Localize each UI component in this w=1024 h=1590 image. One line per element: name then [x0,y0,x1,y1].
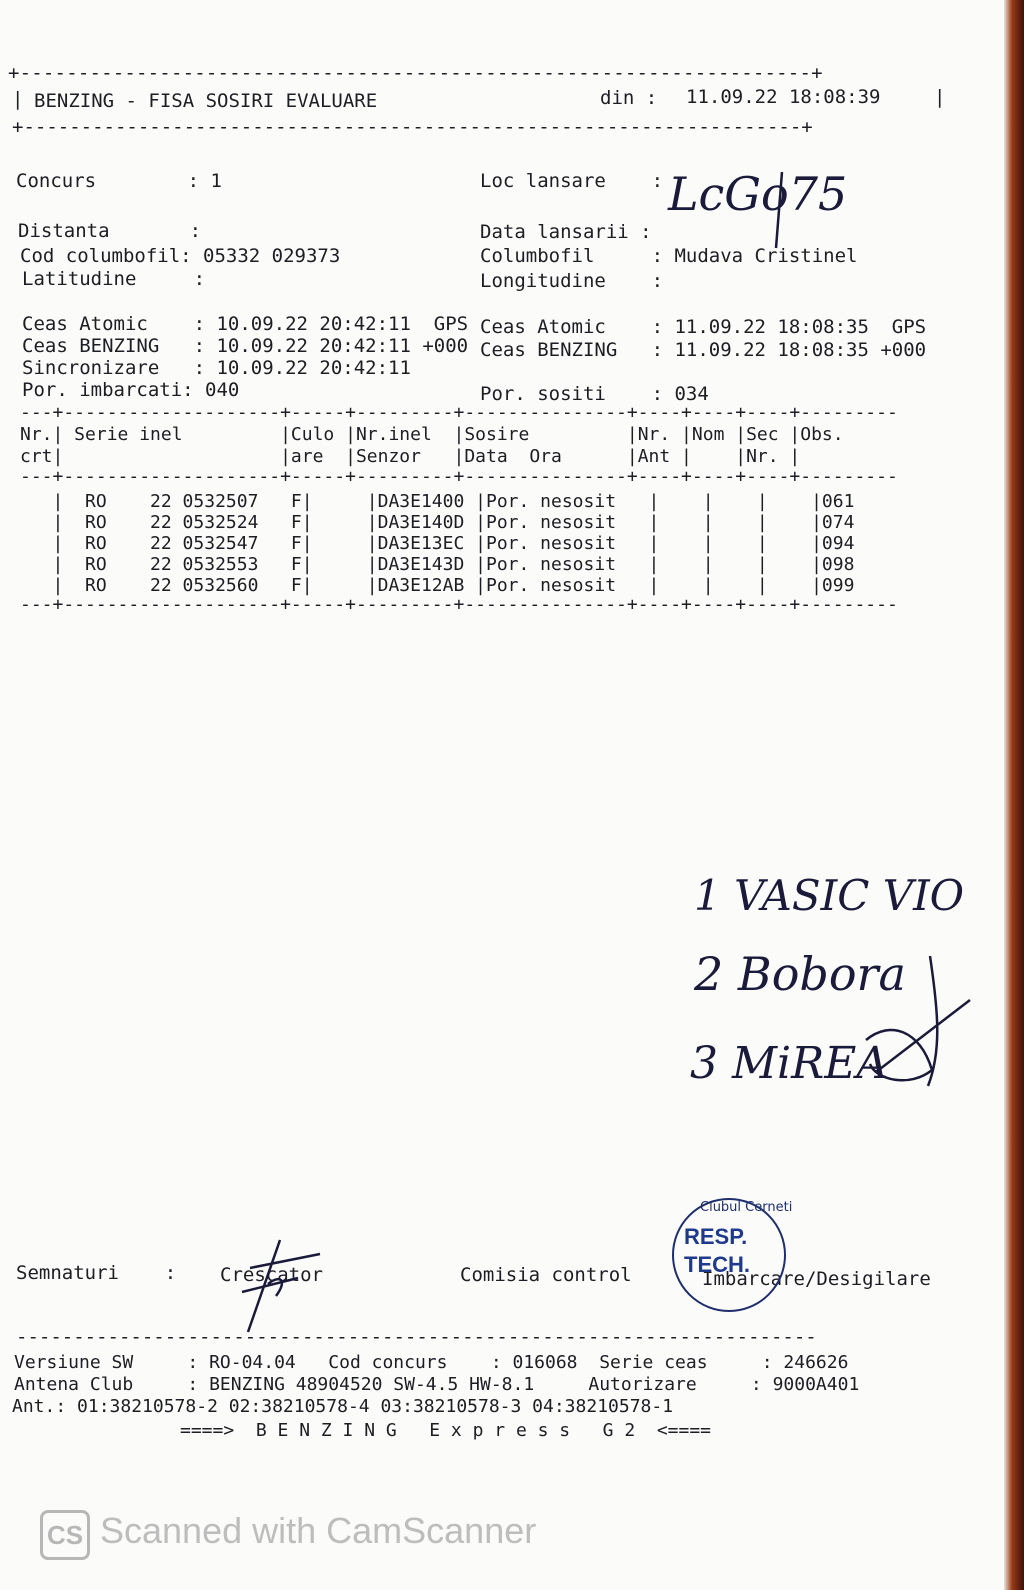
field-por-sositi: Por. sositi : 034 [480,383,709,405]
table-rule-top: ---+--------------------+-----+---------+---------------+----+----+----+--------- [20,402,898,423]
footer-line-benzing-express: ====> B E N Z I N G E x p r e s s G 2 <==== [180,1420,712,1441]
crescator-signature-scribble [228,1234,328,1334]
field-loc-lansare: Loc lansare : [480,170,664,192]
stamp-arc-text: Clubul Cerneti [700,1200,793,1215]
table-rule-bottom: ---+--------------------+-----+---------+---------------+----+----+----+--------- [20,594,898,615]
date-label: din : [600,87,658,109]
handwritten-loc-text: LcGo75 [668,167,848,221]
table-row: | RO 22 0532524 F| |DA3E140D |Por. nesosit | | | |074 [20,512,855,533]
signature-comisia: Comisia control [460,1264,632,1286]
field-columbofil: Columbofil : Mudava Cristinel [480,245,858,267]
handwritten-name-3: 3 MiREA [690,1038,889,1089]
field-longitudine: Longitudine : [480,270,664,292]
table-rule-mid: ---+--------------------+-----+---------+---------------+----+----+----+--------- [20,466,898,487]
field-sincronizare: Sincronizare : 10.09.22 20:42:11 [22,357,411,379]
signature-imbarcare: Imbarcare/Desigilare [702,1268,931,1290]
field-ceas-benzing-start: Ceas BENZING : 10.09.22 20:42:11 +000 [22,335,469,357]
stamp-line2: TECH. [684,1252,750,1277]
header-border-bottom: +--------------------------------------------------------------------+ [12,116,813,138]
date-value: 11.09.22 18:08:39 [686,86,881,108]
camscanner-watermark: Scanned with CamScanner [100,1510,537,1551]
table-row: | RO 22 0532553 F| |DA3E143D |Por. nesosit | | | |098 [20,554,855,575]
header-right-bar: | [934,86,946,108]
header-border-top: +--------------------------------------------------------------------+ [8,62,823,84]
camscanner-logo-icon: CS [40,1510,90,1560]
signatures-label: Semnaturi : [16,1262,177,1284]
field-ceas-benzing-end: Ceas BENZING : 11.09.22 18:08:35 +000 [480,339,927,361]
signature-crescator: Crescator [220,1264,323,1286]
handwritten-name-1: 1 VASIC VIO [694,871,965,920]
field-por-imbarcati: Por. imbarcati: 040 [22,379,240,401]
field-concurs: Concurs : 1 [16,170,222,192]
field-latitudine: Latitudine : [22,268,206,290]
background-surface [1004,0,1024,1590]
stamp-line1: RESP. [684,1224,748,1249]
document-title: BENZING - FISA SOSIRI EVALUARE [34,90,378,112]
table-header-line1: Nr.| Serie inel |Culo |Nr.inel |Sosire |Nr. |Nom |Sec |Obs. [20,424,844,445]
footer-line-ant: Ant.: 01:38210578-2 02:38210578-4 03:38210578-3 04:38210578-1 [12,1396,674,1417]
field-ceas-atomic-start: Ceas Atomic : 10.09.22 20:42:11 GPS [22,313,469,335]
handwritten-loc-lansare [664,160,884,250]
table-row: | RO 22 0532547 F| |DA3E13EC |Por. nesosit | | | |094 [20,533,855,554]
handwritten-names [680,840,1000,1110]
header-left-bar: | [12,88,24,110]
handwritten-name-2: 2 Bobora [694,947,906,1001]
table-row: | RO 22 0532560 F| |DA3E12AB |Por. nesosit | | | |099 [20,575,855,596]
field-distanta: Distanta : [18,220,202,242]
footer-rule: ---------------------------------------------------------------------- [16,1326,817,1348]
footer-line-versiune: Versiune SW : RO-04.04 Cod concurs : 016068 Serie ceas : 246626 [14,1352,849,1373]
field-data-lansarii: Data lansarii : [480,221,652,243]
field-ceas-atomic-end: Ceas Atomic : 11.09.22 18:08:35 GPS [480,316,927,338]
field-cod-columbofil: Cod columbofil: 05332 029373 [20,245,341,267]
table-header-line2: crt| |are |Senzor |Data Ora |Ant | |Nr. | [20,446,801,467]
footer-line-antena: Antena Club : BENZING 48904520 SW-4.5 HW-8.1 Autorizare : 9000A401 [14,1374,860,1395]
table-row: | RO 22 0532507 F| |DA3E1400 |Por. nesosit | | | |061 [20,491,855,512]
